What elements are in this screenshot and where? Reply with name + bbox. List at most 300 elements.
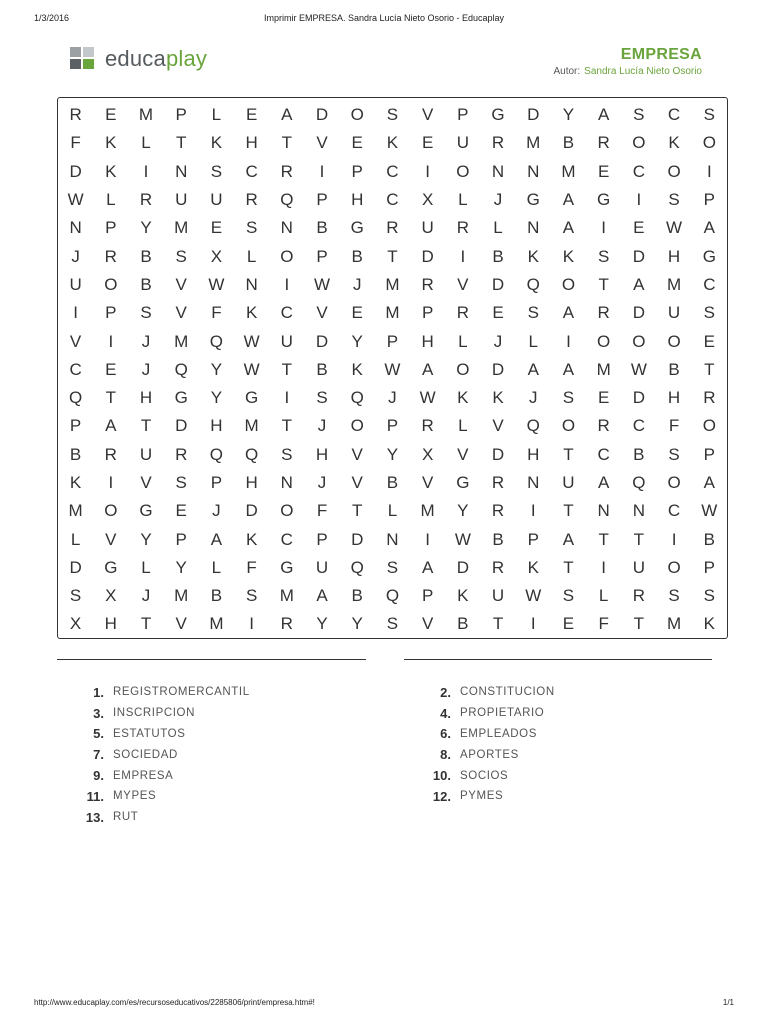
grid-cell[interactable]: W [208,274,225,294]
grid-cell[interactable]: G [104,557,118,577]
grid-cell[interactable]: G [280,557,294,577]
grid-cell[interactable]: C [703,274,716,294]
grid-cell[interactable]: B [703,529,715,549]
grid-cell[interactable]: T [387,246,398,266]
grid-cell[interactable]: S [633,105,645,125]
grid-cell[interactable]: P [703,444,715,464]
grid-cell[interactable]: I [284,388,290,408]
grid-cell[interactable]: I [530,501,536,521]
grid-cell[interactable]: M [385,303,400,323]
grid-cell[interactable]: D [351,529,364,549]
grid-cell[interactable]: U [562,473,575,492]
grid-cell[interactable]: K [457,388,469,408]
grid-cell[interactable]: N [491,161,505,181]
grid-cell[interactable]: U [69,274,82,294]
grid-cell[interactable]: E [703,331,715,351]
grid-cell[interactable]: B [457,614,469,634]
grid-cell[interactable]: I [284,274,290,294]
grid-cell[interactable]: S [386,614,399,634]
grid-cell[interactable]: M [420,501,435,521]
grid-cell[interactable]: P [421,586,434,606]
grid-cell[interactable]: V [69,331,82,351]
grid-cell[interactable]: G [491,105,505,125]
grid-cell[interactable]: L [528,331,538,351]
grid-cell[interactable]: V [140,473,152,492]
grid-cell[interactable]: N [527,473,540,492]
grid-cell[interactable]: N [69,218,82,238]
grid-cell[interactable]: C [69,359,82,379]
grid-cell[interactable]: V [175,303,187,323]
grid-cell[interactable]: K [245,303,258,323]
grid-cell[interactable]: B [386,473,399,492]
grid-cell[interactable]: M [244,416,259,436]
grid-cell[interactable]: V [492,416,504,436]
grid-cell[interactable]: A [421,557,434,577]
grid-cell[interactable]: B [210,586,223,606]
grid-cell[interactable]: T [105,388,116,408]
grid-cell[interactable]: P [175,529,187,549]
grid-cell[interactable]: Q [385,586,400,606]
grid-cell[interactable]: A [562,359,575,379]
grid-cell[interactable]: D [632,246,645,266]
grid-cell[interactable]: Q [526,416,540,436]
grid-cell[interactable]: T [633,614,645,634]
grid-cell[interactable]: H [667,388,681,408]
grid-cell[interactable]: N [280,218,293,238]
grid-cell[interactable]: G [139,501,153,521]
grid-cell[interactable]: A [633,274,645,294]
grid-cell[interactable]: S [175,246,187,266]
grid-cell[interactable]: R [421,274,434,294]
grid-cell[interactable]: S [386,105,399,125]
grid-cell[interactable]: O [702,416,716,436]
grid-cell[interactable]: S [210,161,223,181]
grid-cell[interactable]: S [245,218,258,238]
grid-cell[interactable]: E [597,161,610,181]
grid-cell[interactable]: A [281,105,293,125]
grid-cell[interactable]: M [385,274,400,294]
grid-cell[interactable]: M [174,331,189,351]
grid-cell[interactable]: I [108,473,114,492]
grid-cell[interactable]: G [702,246,716,266]
grid-cell[interactable]: J [317,416,327,436]
grid-cell[interactable]: S [668,586,680,606]
grid-cell[interactable]: V [457,444,469,464]
grid-cell[interactable]: C [386,161,399,181]
grid-cell[interactable]: U [632,557,645,577]
grid-cell[interactable]: E [562,614,575,634]
grid-cell[interactable]: R [386,218,399,238]
grid-cell[interactable]: D [491,274,505,294]
grid-cell[interactable]: O [561,416,576,436]
grid-cell[interactable]: N [386,529,399,549]
grid-cell[interactable]: I [425,529,430,549]
grid-cell[interactable]: E [351,303,363,323]
grid-cell[interactable]: J [141,331,151,351]
grid-cell[interactable]: M [666,274,682,294]
grid-cell[interactable]: I [566,331,571,351]
grid-cell[interactable]: A [527,359,539,379]
grid-cell[interactable]: G [456,473,470,492]
grid-cell[interactable]: D [632,388,645,408]
grid-cell[interactable]: R [491,133,505,153]
grid-cell[interactable]: K [527,246,539,266]
grid-cell[interactable]: S [386,557,399,577]
grid-cell[interactable]: V [421,105,434,125]
grid-cell[interactable]: C [597,444,610,464]
grid-cell[interactable]: S [245,586,258,606]
grid-cell[interactable]: L [106,190,116,210]
grid-cell[interactable]: J [388,388,397,408]
grid-cell[interactable]: A [703,473,715,492]
grid-cell[interactable]: I [706,161,712,181]
grid-cell[interactable]: Q [209,444,224,464]
grid-cell[interactable]: J [71,246,80,266]
grid-cell[interactable]: E [105,105,117,125]
grid-cell[interactable]: K [562,246,575,266]
grid-cell[interactable]: D [491,359,505,379]
grid-cell[interactable]: R [69,105,82,125]
grid-cell[interactable]: W [67,190,84,210]
grid-cell[interactable]: V [105,529,117,549]
grid-cell[interactable]: S [703,105,715,125]
grid-cell[interactable]: M [138,105,154,125]
grid-cell[interactable]: K [527,557,539,577]
grid-cell[interactable]: Q [350,388,364,408]
grid-cell[interactable]: H [210,416,223,436]
grid-cell[interactable]: U [280,331,293,351]
grid-cell[interactable]: N [527,218,540,238]
grid-cell[interactable]: K [457,586,469,606]
grid-cell[interactable]: P [421,303,434,323]
grid-cell[interactable]: Y [351,331,363,351]
grid-cell[interactable]: B [633,444,645,464]
grid-cell[interactable]: U [456,133,469,153]
grid-cell[interactable]: F [70,133,81,153]
grid-cell[interactable]: A [210,529,223,549]
grid-cell[interactable]: W [666,218,683,238]
grid-cell[interactable]: K [703,614,715,634]
grid-cell[interactable]: P [69,416,82,436]
grid-cell[interactable]: E [175,501,187,521]
grid-cell[interactable]: J [352,274,362,294]
grid-cell[interactable]: R [139,190,153,210]
grid-cell[interactable]: Q [350,557,364,577]
grid-cell[interactable]: A [703,218,715,238]
grid-cell[interactable]: D [245,501,258,521]
grid-cell[interactable]: O [350,416,364,436]
grid-cell[interactable]: B [69,444,82,464]
grid-cell[interactable]: D [527,105,540,125]
grid-cell[interactable]: B [351,586,363,606]
grid-cell[interactable]: T [704,359,715,379]
grid-cell[interactable]: C [280,303,293,323]
grid-cell[interactable]: V [421,614,434,634]
grid-cell[interactable]: P [386,416,399,436]
grid-cell[interactable]: I [319,161,325,181]
grid-cell[interactable]: J [141,586,151,606]
grid-cell[interactable]: M [596,359,611,379]
grid-cell[interactable]: T [563,444,574,464]
grid-cell[interactable]: T [492,614,504,634]
grid-cell[interactable]: R [491,473,505,492]
grid-cell[interactable]: M [561,161,576,181]
grid-cell[interactable]: T [281,359,293,379]
grid-cell[interactable]: U [139,444,153,464]
grid-cell[interactable]: R [597,303,610,323]
grid-cell[interactable]: I [636,190,642,210]
grid-cell[interactable]: A [562,303,575,323]
grid-cell[interactable]: I [73,303,78,323]
grid-cell[interactable]: A [421,359,434,379]
grid-cell[interactable]: P [703,557,715,577]
grid-cell[interactable]: B [140,274,152,294]
grid-cell[interactable]: L [70,529,81,549]
grid-cell[interactable]: K [668,133,680,153]
grid-cell[interactable]: T [176,133,187,153]
grid-cell[interactable]: D [421,246,434,266]
grid-cell[interactable]: P [210,473,223,492]
grid-cell[interactable]: Y [386,444,399,464]
grid-cell[interactable]: R [491,501,505,521]
grid-cell[interactable]: O [667,473,681,492]
grid-cell[interactable]: O [632,331,646,351]
grid-cell[interactable]: H [245,133,258,153]
grid-cell[interactable]: P [527,529,539,549]
grid-cell[interactable]: I [601,557,607,577]
grid-cell[interactable]: C [280,529,293,549]
grid-cell[interactable]: E [633,218,645,238]
grid-cell[interactable]: Q [526,274,540,294]
grid-cell[interactable]: H [527,444,540,464]
grid-cell[interactable]: Q [632,473,646,492]
grid-cell[interactable]: N [597,501,610,521]
grid-cell[interactable]: K [105,161,117,181]
grid-cell[interactable]: O [104,274,118,294]
grid-cell[interactable]: K [69,473,82,492]
grid-cell[interactable]: M [209,614,224,634]
grid-cell[interactable]: I [249,614,254,634]
grid-cell[interactable]: A [562,190,575,210]
grid-cell[interactable]: E [421,133,434,153]
grid-cell[interactable]: L [387,501,398,521]
grid-cell[interactable]: W [454,529,471,549]
grid-cell[interactable]: O [280,246,294,266]
grid-cell[interactable]: O [456,161,470,181]
grid-cell[interactable]: P [105,218,117,238]
grid-cell[interactable]: A [562,218,575,238]
grid-cell[interactable]: L [493,218,503,238]
grid-cell[interactable]: C [632,416,645,436]
grid-cell[interactable]: T [140,614,152,634]
grid-cell[interactable]: X [69,614,82,634]
grid-cell[interactable]: P [316,246,328,266]
grid-cell[interactable]: O [667,331,681,351]
grid-cell[interactable]: T [633,529,645,549]
grid-cell[interactable]: Y [140,218,152,238]
grid-cell[interactable]: Q [209,331,224,351]
grid-cell[interactable]: F [668,416,680,436]
grid-cell[interactable]: C [386,190,399,210]
grid-cell[interactable]: D [175,416,188,436]
grid-cell[interactable]: Y [175,557,187,577]
grid-cell[interactable]: Y [210,359,223,379]
grid-cell[interactable]: R [280,614,293,634]
grid-cell[interactable]: A [597,473,610,492]
grid-cell[interactable]: Y [457,501,469,521]
grid-cell[interactable]: I [143,161,149,181]
grid-cell[interactable]: U [421,218,434,238]
grid-cell[interactable]: S [69,586,82,606]
grid-cell[interactable]: V [351,473,363,492]
grid-cell[interactable]: L [458,190,468,210]
grid-cell[interactable]: E [597,388,610,408]
grid-cell[interactable]: O [667,557,681,577]
grid-cell[interactable]: U [667,303,681,323]
grid-cell[interactable]: S [668,444,680,464]
grid-cell[interactable]: V [175,274,187,294]
grid-cell[interactable]: D [456,557,469,577]
grid-cell[interactable]: N [632,501,645,521]
grid-cell[interactable]: H [245,473,258,492]
grid-cell[interactable]: S [316,388,328,408]
grid-cell[interactable]: G [174,388,188,408]
grid-cell[interactable]: A [316,586,328,606]
grid-cell[interactable]: N [245,274,258,294]
grid-cell[interactable]: I [460,246,466,266]
grid-cell[interactable]: A [105,416,117,436]
grid-cell[interactable]: C [245,161,258,181]
grid-cell[interactable]: M [68,501,83,521]
grid-cell[interactable]: G [526,190,540,210]
grid-cell[interactable]: B [351,246,363,266]
grid-cell[interactable]: I [530,614,536,634]
grid-cell[interactable]: G [597,190,611,210]
grid-cell[interactable]: J [493,190,503,210]
grid-cell[interactable]: S [175,473,187,492]
grid-cell[interactable]: U [210,190,223,210]
grid-cell[interactable]: I [425,161,430,181]
grid-cell[interactable]: P [175,105,187,125]
grid-cell[interactable]: E [492,303,504,323]
grid-cell[interactable]: K [245,529,258,549]
grid-cell[interactable]: W [701,501,718,521]
grid-cell[interactable]: P [105,303,117,323]
grid-cell[interactable]: O [104,501,118,521]
grid-cell[interactable]: C [667,501,681,521]
grid-cell[interactable]: D [491,444,505,464]
grid-cell[interactable]: F [316,501,328,521]
grid-cell[interactable]: Q [280,190,294,210]
grid-cell[interactable]: T [140,416,152,436]
grid-cell[interactable]: C [667,105,681,125]
grid-cell[interactable]: L [458,331,468,351]
grid-cell[interactable]: R [421,416,434,436]
grid-cell[interactable]: I [108,331,114,351]
grid-cell[interactable]: Y [210,388,223,408]
grid-cell[interactable]: U [175,190,188,210]
grid-cell[interactable]: Y [351,614,363,634]
grid-cell[interactable]: J [493,331,503,351]
grid-cell[interactable]: R [245,190,258,210]
grid-cell[interactable]: W [630,359,647,379]
grid-cell[interactable]: X [421,190,434,210]
grid-cell[interactable]: O [597,331,611,351]
grid-cell[interactable]: Y [316,614,328,634]
grid-cell[interactable]: D [315,331,329,351]
grid-cell[interactable]: R [104,444,117,464]
grid-cell[interactable]: R [456,218,469,238]
grid-cell[interactable]: G [245,388,259,408]
grid-cell[interactable]: J [317,473,327,492]
grid-cell[interactable]: D [632,303,645,323]
grid-cell[interactable]: K [351,359,363,379]
grid-cell[interactable]: V [316,303,328,323]
grid-cell[interactable]: J [212,501,221,521]
grid-cell[interactable]: P [703,190,715,210]
grid-cell[interactable]: B [492,529,504,549]
grid-cell[interactable]: Q [245,444,259,464]
grid-cell[interactable]: S [562,586,575,606]
grid-cell[interactable]: J [141,359,151,379]
grid-cell[interactable]: P [386,331,399,351]
grid-cell[interactable]: R [703,388,716,408]
grid-cell[interactable]: N [175,161,188,181]
grid-cell[interactable]: O [702,133,716,153]
grid-cell[interactable]: K [105,133,117,153]
grid-cell[interactable]: R [597,416,610,436]
grid-cell[interactable]: H [315,444,329,464]
grid-cell[interactable]: B [562,133,575,153]
grid-cell[interactable]: R [456,303,469,323]
grid-cell[interactable]: O [350,105,364,125]
grid-cell[interactable]: V [457,274,469,294]
grid-cell[interactable]: Q [174,359,188,379]
grid-cell[interactable]: D [69,557,82,577]
grid-cell[interactable]: P [351,161,363,181]
grid-cell[interactable]: W [243,331,260,351]
grid-cell[interactable]: S [527,303,539,323]
grid-cell[interactable]: W [525,586,542,606]
grid-cell[interactable]: R [175,444,188,464]
grid-cell[interactable]: C [632,161,645,181]
grid-cell[interactable]: K [386,133,399,153]
grid-cell[interactable]: U [315,557,329,577]
grid-cell[interactable]: D [69,161,82,181]
grid-cell[interactable]: P [457,105,469,125]
grid-cell[interactable]: R [491,557,505,577]
grid-cell[interactable]: R [597,133,610,153]
grid-cell[interactable]: N [280,473,293,492]
grid-cell[interactable]: O [456,359,470,379]
grid-cell[interactable]: D [315,105,329,125]
grid-cell[interactable]: E [245,105,258,125]
grid-cell[interactable]: A [562,529,575,549]
grid-cell[interactable]: B [668,359,680,379]
grid-cell[interactable]: K [210,133,223,153]
grid-cell[interactable]: H [351,190,364,210]
grid-cell[interactable]: O [280,501,294,521]
grid-cell[interactable]: F [211,303,222,323]
grid-cell[interactable]: M [526,133,541,153]
grid-cell[interactable]: S [703,586,715,606]
grid-cell[interactable]: R [280,161,293,181]
grid-cell[interactable]: M [279,586,294,606]
grid-cell[interactable]: G [350,218,364,238]
grid-cell[interactable]: N [527,161,540,181]
grid-cell[interactable]: I [601,218,607,238]
grid-cell[interactable]: X [210,246,223,266]
